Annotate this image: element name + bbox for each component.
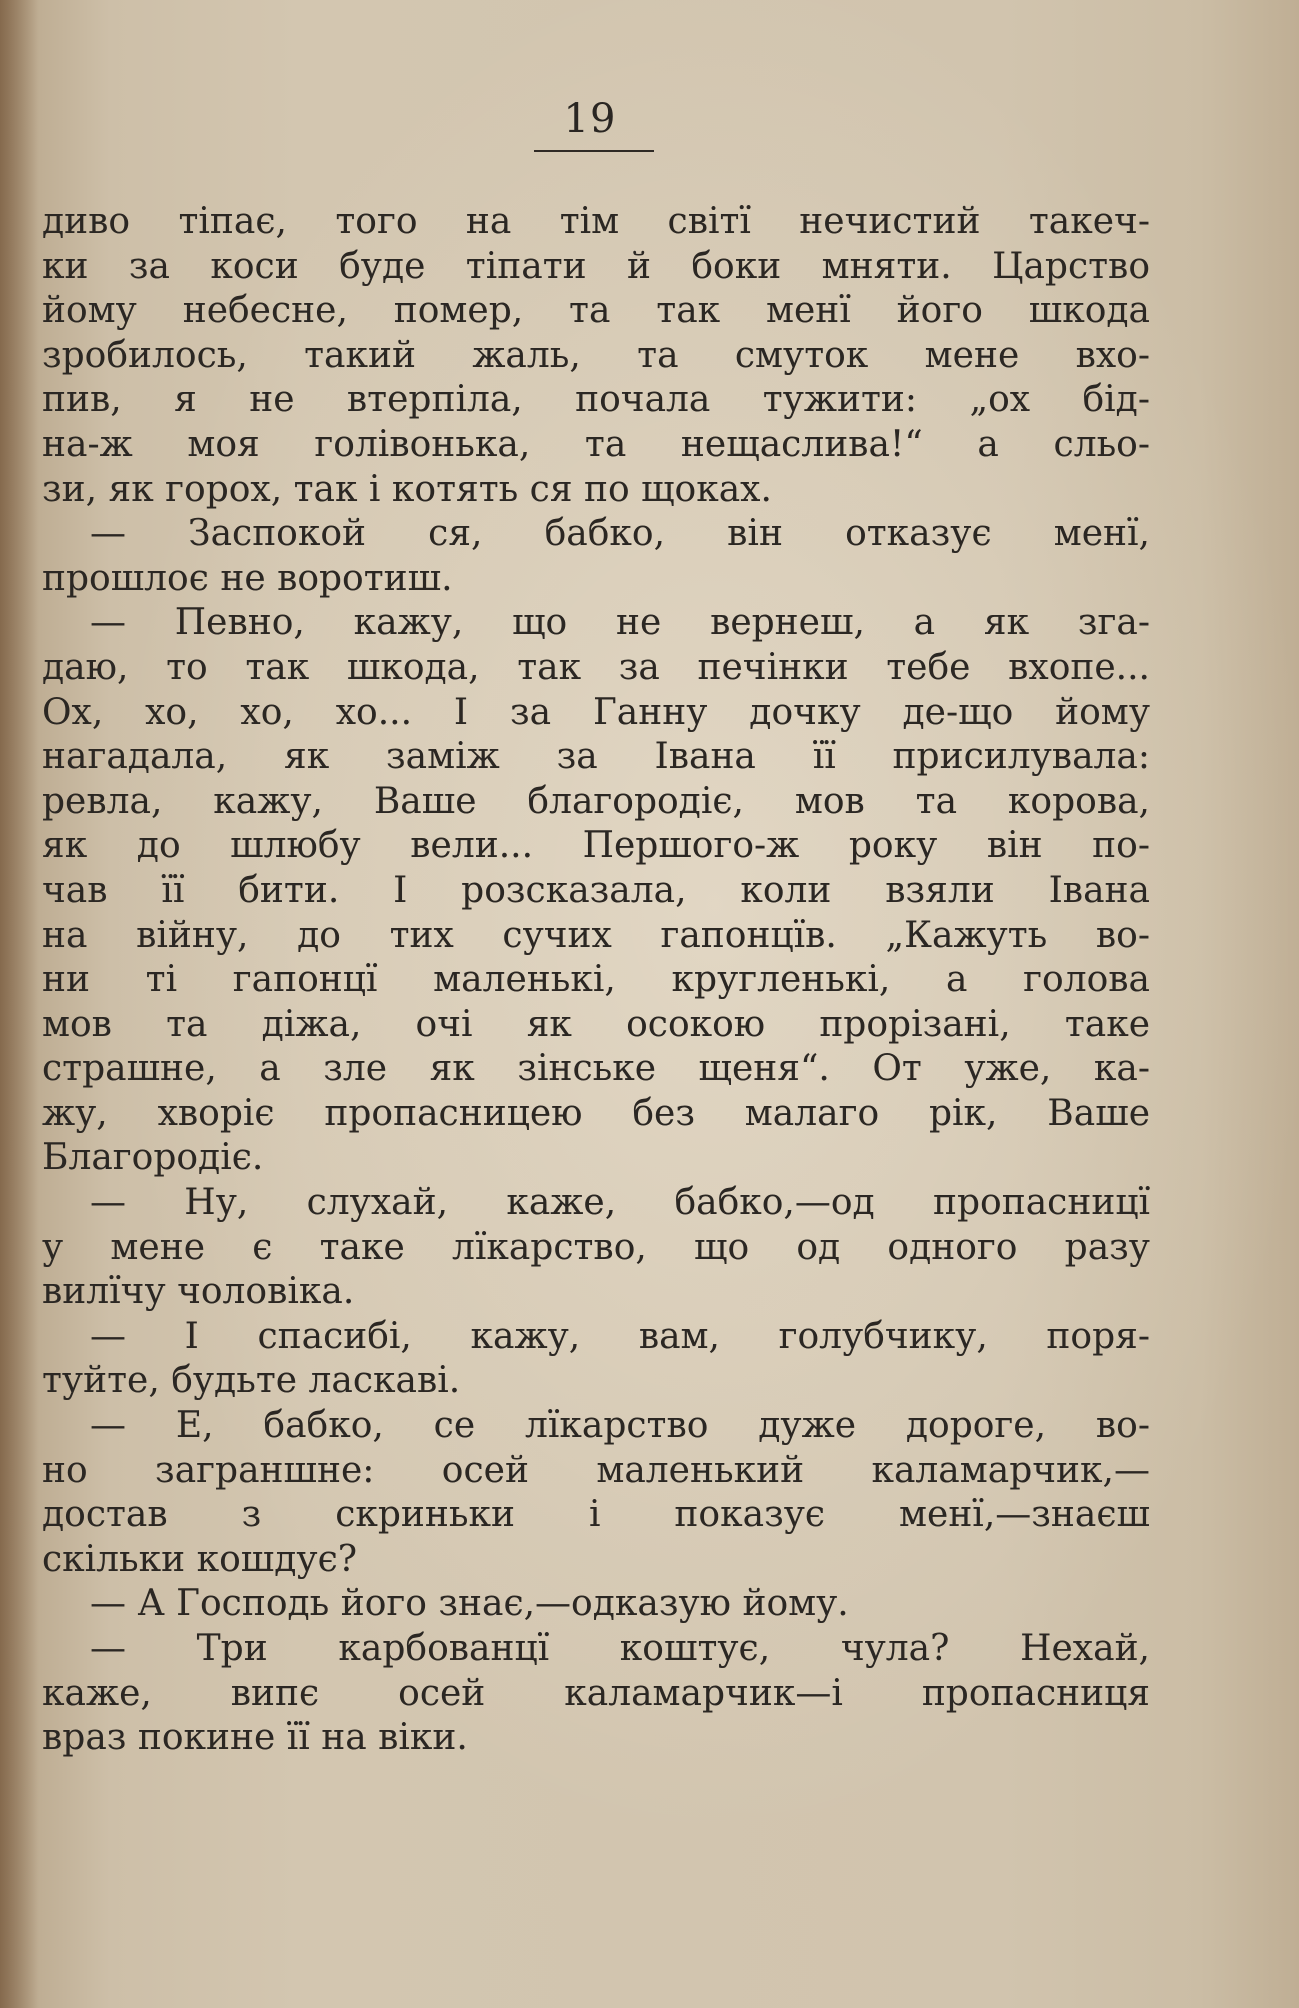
- text-line: достав з скриньки і показує менї,—знаєш: [42, 1494, 1150, 1536]
- text-line: скільки кошдує?: [42, 1538, 358, 1580]
- text-line: диво тіпає, того на тім світї нечистий такеч-: [42, 201, 1150, 242]
- text-line: прошлоє не воротиш.: [42, 557, 453, 599]
- text-line: на-ж моя голівонька, та нещаслива!“ а сльо-: [42, 423, 1150, 465]
- header-rule: [534, 150, 654, 152]
- text-line: — Певно, кажу, що не вернеш, а як зга-: [90, 602, 1150, 644]
- text-line: каже, випє осей каламарчик—і пропасниця: [42, 1672, 1150, 1714]
- text-line: у мене є таке лїкарство, що од одного разу: [42, 1226, 1150, 1268]
- body-text: [42, 200, 1150, 1761]
- text-line: чав її бити. І розсказала, коли взяли Івана: [42, 869, 1150, 911]
- text-line: — Е, бабко, се лїкарство дуже дороге, во-: [90, 1405, 1150, 1447]
- text-line: но заграншне: осей маленький каламарчик,—: [42, 1449, 1150, 1491]
- text-line: — Ну, слухай, каже, бабко,—од пропасницї: [90, 1182, 1150, 1224]
- text-line: жу, хворіє пропасницею без малаго рік, Ваше: [42, 1092, 1150, 1134]
- page-header: [0, 96, 1180, 142]
- text-line: зробилось, такий жаль, та смуток мене вхо-: [42, 334, 1150, 376]
- text-line: вилїчу чоловіка.: [42, 1271, 355, 1313]
- text-line: нагадала, як заміж за Івана її присилувала:: [42, 736, 1150, 778]
- text-line: ки за коси буде тіпати й боки мняти. Царство: [42, 245, 1150, 287]
- text-line: ни ті гапонцї маленькі, кругленькі, а голова: [42, 959, 1150, 1001]
- text-line: йому небесне, помер, та так менї його шкода: [42, 290, 1150, 332]
- text-line: — І спасибі, кажу, вам, голубчику, поря-: [90, 1315, 1150, 1357]
- text-line: враз покине її на віки.: [42, 1717, 468, 1759]
- text-line: мов та діжа, очі як осокою прорізані, таке: [42, 1003, 1150, 1045]
- text-line: — Три карбованцї коштує, чула? Нехай,: [90, 1628, 1150, 1669]
- page-number: 19: [563, 96, 617, 142]
- text-line: на війну, до тих сучих гапонцїв. „Кажуть во-: [42, 914, 1150, 956]
- text-line: зи, як горох, так і котять ся по щоках.: [42, 468, 772, 510]
- text-line: як до шлюбу вели... Першого-ж року він по-: [42, 825, 1150, 867]
- text-line: страшне, а зле як зінське щеня“. От уже, ка-: [42, 1048, 1150, 1090]
- text-line: — А Господь його знає,—одказую йому.: [90, 1583, 849, 1625]
- text-line: пив, я не втерпіла, почала тужити: „ох бід-: [42, 379, 1150, 421]
- text-line: Благородіє.: [42, 1137, 264, 1179]
- text-line: туйте, будьте ласкаві.: [42, 1360, 461, 1402]
- text-line: — Заспокой ся, бабко, він отказує менї,: [90, 513, 1150, 555]
- text-line: Ох, хо, хо, хо... І за Ганну дочку де-що йому: [42, 691, 1150, 733]
- text-line: ревла, кажу, Ваше благородіє, мов та корова,: [42, 780, 1150, 822]
- text-line: даю, то так шкода, так за печінки тебе вхопе...: [42, 646, 1150, 688]
